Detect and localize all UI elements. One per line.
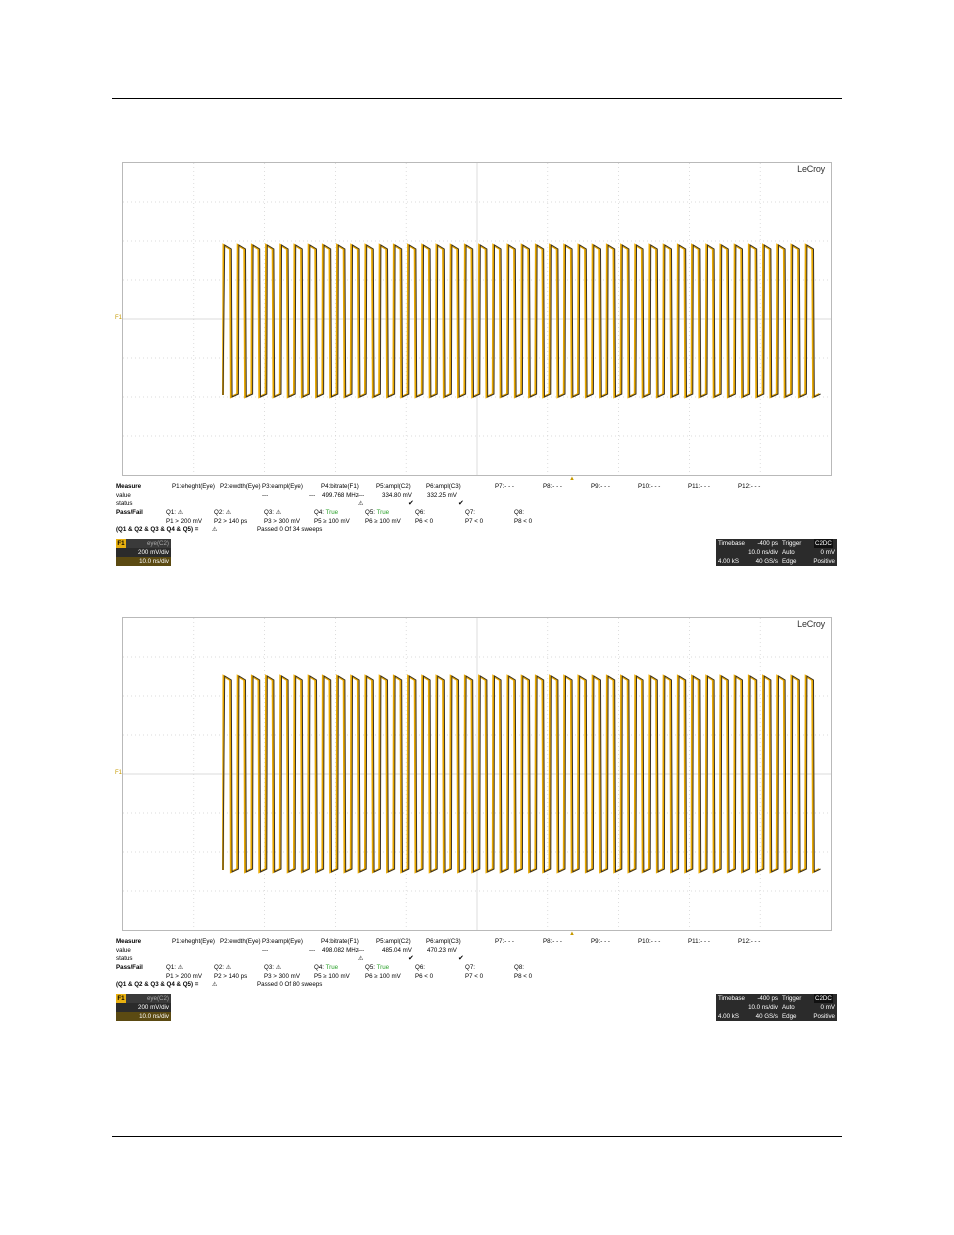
trigger-type: Edge (782, 558, 797, 565)
param-label-p4: P4:bitrate(F1) (321, 938, 359, 945)
passfail-cond-q4: P5 ≥ 100 mV (314, 517, 350, 525)
scope-capture (116, 162, 838, 582)
param-label-p9: P9:- - - (591, 938, 610, 945)
trigger-slope: Positive (813, 1013, 835, 1020)
passfail-cond-q2: P2 > 140 ps (214, 972, 248, 980)
waveform-display (122, 617, 832, 931)
param-label-p9: P9:- - - (591, 483, 610, 490)
passfail-cond-row (116, 518, 838, 527)
passfail-q8: Q8: (514, 964, 524, 972)
param-label-p4: P4:bitrate(F1) (321, 483, 359, 490)
timebase-tdiv: 10.0 ns/div (748, 549, 778, 556)
passfail-cond-q4: P5 ≥ 100 mV (314, 972, 350, 980)
param-value-p4: 499.768 MHz (322, 491, 359, 499)
passfail-cond-q7: P7 < 0 (465, 517, 484, 525)
measure-table (116, 483, 838, 535)
param-label-p7: P7:- - - (495, 938, 514, 945)
param-value-p5: 485.04 mV (382, 946, 412, 954)
passfail-cond-q1: P1 > 200 mV (166, 517, 202, 525)
channel-descriptor[interactable] (116, 539, 171, 566)
passfail-cond-row (116, 973, 838, 982)
passfail-q1: Q1: ⚠ (166, 509, 184, 517)
passfail-title: Pass/Fail (116, 964, 143, 972)
param-label-p6: P6:ampl(C3) (426, 938, 461, 945)
timebase-rate: 40 GS/s (755, 1013, 778, 1020)
passfail-cond-q1: P1 > 200 mV (166, 972, 202, 980)
trigger-source: C2DC (815, 995, 832, 1002)
passfail-q6: Q6: (415, 964, 425, 972)
param-label-p8: P8:- - - (543, 483, 562, 490)
passfail-true: True (376, 964, 390, 972)
value-label: value (116, 946, 131, 954)
param-label-p12: P12:- - - (738, 483, 761, 490)
passfail-cond-q2: P2 > 140 ps (214, 517, 248, 525)
timebase-rate: 40 GS/s (755, 558, 778, 565)
param-label-p3: P3:eampl(Eye) (262, 938, 303, 945)
level-marker: F1 (115, 315, 123, 321)
header-rule (112, 98, 842, 99)
param-value-p2: --- (309, 946, 316, 954)
param-label-p12: P12:- - - (738, 938, 761, 945)
trigger-type: Edge (782, 1013, 797, 1020)
timebase-label: Timebase (718, 995, 745, 1002)
channel-descriptor[interactable] (116, 994, 171, 1021)
trigger-mode: Auto (782, 549, 795, 556)
passfail-cond-q6: P6 < 0 (415, 972, 434, 980)
status-label: status (116, 955, 133, 963)
passfail-cond-q5: P6 ≥ 100 mV (365, 517, 401, 525)
timebase-samples: 4.00 kS (718, 1013, 739, 1020)
status-check-icon: ✔ (458, 500, 464, 508)
passfail-q2: Q2: ⚠ (214, 964, 232, 972)
channel-tdiv: 10.0 ns/div (139, 558, 169, 565)
channel-name: F1 (117, 995, 125, 1002)
measure-value-row (116, 947, 838, 956)
scope-capture (116, 617, 838, 1037)
logic-warning-icon: ⚠ (212, 526, 218, 534)
param-value-p1: --- (262, 946, 269, 954)
footer-rule (112, 1136, 842, 1137)
passfail-cond-q7: P7 < 0 (465, 972, 484, 980)
passfail-logic-row (116, 526, 838, 535)
timebase-trigger-panel[interactable] (716, 539, 837, 566)
timebase-tdiv: 10.0 ns/div (748, 1004, 778, 1011)
measure-header-row (116, 483, 838, 492)
trigger-position-marker-icon: ▲ (569, 931, 575, 937)
status-check-icon: ✔ (408, 955, 414, 963)
waveform-svg (123, 618, 831, 930)
measure-title: Measure (116, 938, 142, 945)
trigger-position-marker-icon: ▲ (569, 476, 575, 482)
channel-source: eye(C2) (146, 995, 169, 1002)
channel-vdiv: 200 mV/div (138, 549, 169, 556)
status-warning-icon: ⚠ (358, 500, 364, 508)
passfail-cond-q3: P3 > 300 mV (264, 972, 300, 980)
status-label: status (116, 500, 133, 508)
passfail-q7: Q7: (465, 964, 475, 972)
param-label-p6: P6:ampl(C3) (426, 483, 461, 490)
param-value-p6: 470.23 mV (427, 946, 457, 954)
timebase-samples: 4.00 kS (718, 558, 739, 565)
passfail-logic: (Q1 & Q2 & Q3 & Q4 & Q5) = (116, 981, 199, 989)
param-value-p4: 498.082 MHz (322, 946, 359, 954)
param-label-p5: P5:ampl(C2) (376, 938, 411, 945)
waveform-trace (223, 245, 819, 397)
trigger-label: Trigger (782, 995, 802, 1002)
trigger-source: C2DC (815, 540, 832, 547)
param-label-p1: P1:eheght(Eye) (172, 483, 215, 490)
param-label-p5: P5:ampl(C2) (376, 483, 411, 490)
timebase-label: Timebase (718, 540, 745, 547)
passfail-cond-q8: P8 < 0 (514, 972, 533, 980)
channel-vdiv: 200 mV/div (138, 1004, 169, 1011)
waveform-svg (123, 163, 831, 475)
trigger-slope: Positive (813, 558, 835, 565)
trigger-mode: Auto (782, 1004, 795, 1011)
trigger-label: Trigger (782, 540, 802, 547)
passfail-q7: Q7: (465, 509, 475, 517)
measure-status-row (116, 500, 838, 509)
param-value-p3: --- (358, 491, 365, 499)
passfail-q5: Q5: True (365, 509, 390, 517)
measure-table (116, 938, 838, 990)
passfail-title: Pass/Fail (116, 509, 143, 517)
measure-title: Measure (116, 483, 142, 490)
passfail-true: True (325, 964, 339, 972)
waveform-display (122, 162, 832, 476)
channel-source: eye(C2) (146, 540, 169, 547)
measure-value-row (116, 492, 838, 501)
status-check-icon: ✔ (458, 955, 464, 963)
param-label-p10: P10:- - - (638, 483, 661, 490)
status-check-icon: ✔ (408, 500, 414, 508)
passfail-q4: Q4: True (314, 509, 339, 517)
passfail-q2: Q2: ⚠ (214, 509, 232, 517)
param-label-p2: P2:ewdth(Eye) (220, 938, 261, 945)
passfail-logic-row (116, 981, 838, 990)
passed-sweeps: Passed 0 Of 34 sweeps (257, 526, 323, 534)
channel-tdiv: 10.0 ns/div (139, 1013, 169, 1020)
lecroy-logo: LeCroy (797, 619, 825, 629)
param-label-p3: P3:eampl(Eye) (262, 483, 303, 490)
param-value-p1: --- (262, 491, 269, 499)
timebase-delay: -400 ps (757, 995, 778, 1002)
passfail-q1: Q1: ⚠ (166, 964, 184, 972)
timebase-delay: -400 ps (757, 540, 778, 547)
passfail-q3: Q3: ⚠ (264, 509, 282, 517)
passfail-cond-q5: P6 ≥ 100 mV (365, 972, 401, 980)
passfail-q5: Q5: True (365, 964, 390, 972)
logic-warning-icon: ⚠ (212, 981, 218, 989)
param-value-p6: 332.25 mV (427, 491, 457, 499)
param-label-p8: P8:- - - (543, 938, 562, 945)
passfail-q3: Q3: ⚠ (264, 964, 282, 972)
passfail-logic: (Q1 & Q2 & Q3 & Q4 & Q5) = (116, 526, 199, 534)
passfail-q4: Q4: True (314, 964, 339, 972)
passfail-cond-q8: P8 < 0 (514, 517, 533, 525)
param-label-p2: P2:ewdth(Eye) (220, 483, 261, 490)
measure-header-row (116, 938, 838, 947)
param-label-p1: P1:eheght(Eye) (172, 938, 215, 945)
param-value-p5: 334.80 mV (382, 491, 412, 499)
param-label-p11: P11:- - - (688, 938, 710, 945)
passfail-q6: Q6: (415, 509, 425, 517)
passed-sweeps: Passed 0 Of 80 sweeps (257, 981, 323, 989)
channel-name: F1 (117, 540, 125, 547)
param-label-p10: P10:- - - (638, 938, 661, 945)
level-marker: F1 (115, 770, 123, 776)
passfail-true: True (325, 509, 339, 517)
passfail-cond-q6: P6 < 0 (415, 517, 434, 525)
status-warning-icon: ⚠ (358, 955, 364, 963)
passfail-true: True (376, 509, 390, 517)
param-label-p7: P7:- - - (495, 483, 514, 490)
passfail-q-row (116, 509, 838, 518)
measure-status-row (116, 955, 838, 964)
param-value-p3: --- (358, 946, 365, 954)
timebase-trigger-panel[interactable] (716, 994, 837, 1021)
trigger-level: 0 mV (820, 1004, 835, 1011)
lecroy-logo: LeCroy (797, 164, 825, 174)
param-label-p11: P11:- - - (688, 483, 710, 490)
passfail-q-row (116, 964, 838, 973)
param-value-p2: --- (309, 491, 316, 499)
passfail-cond-q3: P3 > 300 mV (264, 517, 300, 525)
passfail-q8: Q8: (514, 509, 524, 517)
value-label: value (116, 491, 131, 499)
trigger-level: 0 mV (820, 549, 835, 556)
